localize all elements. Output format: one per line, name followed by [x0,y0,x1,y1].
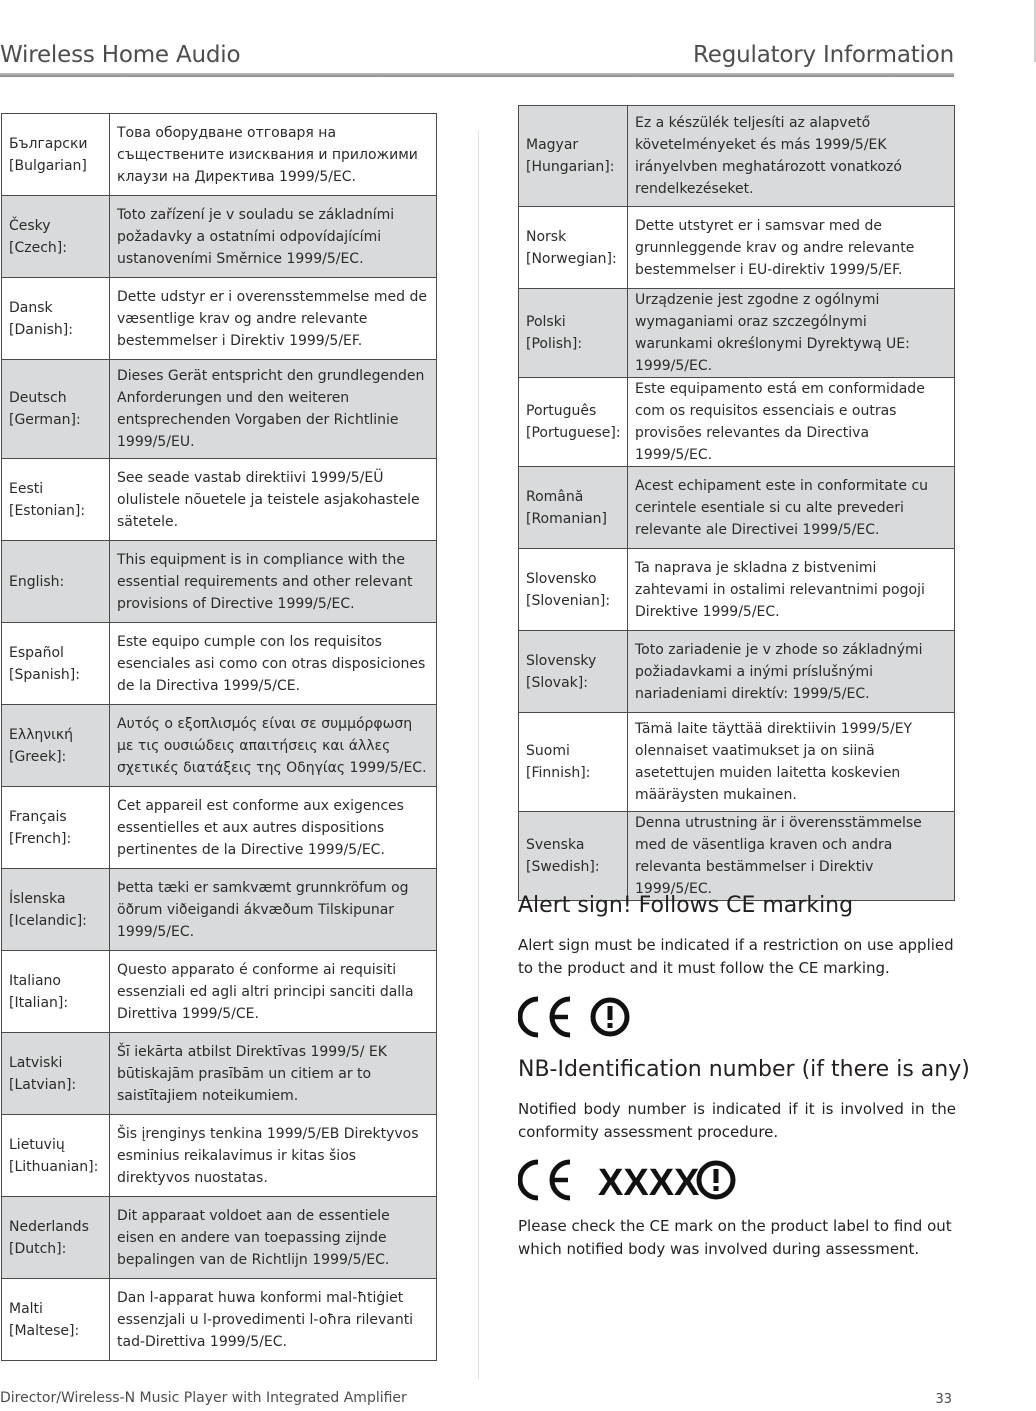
language-english-name: [Slovak]: [526,674,588,691]
language-english-name: [Estonian]: [9,502,86,519]
language-name: English: [9,573,65,590]
table-row [2,114,437,196]
language-name: Italiano [9,972,61,989]
nb-identification-body: Notified body number is indicated if it is involved in the conformity assessment procedure. [518,1100,956,1141]
language-cell [519,207,628,289]
header-title-left: Wireless Home Audio [0,42,241,68]
language-name: Eesti [9,480,44,497]
language-cell [2,1115,110,1197]
language-english-name: [Bulgarian] [9,157,87,174]
language-cell [2,114,110,196]
language-name: Suomi [526,743,570,759]
language-english-name: [Swedish]: [526,859,600,875]
language-name: Lietuvių [9,1136,65,1153]
table-row [2,278,437,360]
language-name: Slovensko [526,570,597,587]
language-name: Íslenska [9,890,66,907]
declaration-text: Þetta tæki er samkvæmt grunnkröfum og öðrum viðeigandi ákvæðum Tilskipunar 1999/5/EC. [110,869,437,951]
table-row [2,196,437,278]
language-english-name: [Polish]: [526,336,583,352]
table-row [2,787,437,869]
language-cell [2,1033,110,1115]
language-name: Français [9,808,67,825]
left-regulatory-table [1,113,437,1361]
table-row [2,1279,437,1361]
declaration-text: Dit apparaat voldoet aan de essentiele eisen en andere van toepassing zijnde bepalingen van de Richtlijn 1999/5/EC. [110,1197,437,1279]
language-english-name: [Slovenian]: [526,592,611,609]
left-table-body [2,114,437,1361]
declaration-text: Šī iekārta atbilst Direktīvas 1999/5/ EK būtiskajām prasībām un citiem ar to saistītajiem noteikumiem. [110,1033,437,1115]
column-divider [478,130,479,1380]
language-cell [2,196,110,278]
language-name: Svenska [526,837,585,853]
language-name: Latviski [9,1054,63,1071]
language-english-name: [Romanian] [526,510,608,527]
declaration-text: Este equipo cumple con los requisitos esenciales asi como con otras disposiciones de la Directiva 1999/5/CE. [110,623,437,705]
alert-sign-body: Alert sign must be indicated if a restriction on use applied to the product and it must follow the CE marking. [518,936,954,977]
language-cell [519,812,628,901]
declaration-text: Questo apparato é conforme ai requisiti essenziali ed agli altri principi sanciti dalla Direttiva 1999/5/CE. [110,951,437,1033]
language-cell [2,705,110,787]
language-name: Deutsch [9,390,67,406]
table-row [2,360,437,459]
language-english-name: [Italian]: [9,994,69,1011]
nb-number-text: XXXX [598,1162,700,1204]
language-cell [519,106,628,207]
ce-check-note: Please check the CE mark on the product label to find out which notified body was involved during assessment. [518,1217,952,1258]
language-name: Ελληνική [9,726,73,743]
declaration-text: Dieses Gerät entspricht den grundlegenden Anforderungen und den weiteren entsprechenden Vorgaben der Richtlinie 1999/5/EU. [110,360,437,459]
language-name: Română [526,488,584,505]
declaration-text: Urządzenie jest zgodne z ogólnymi wymaganiami oraz szczególnymi warunkami określonymi Dyrektywą UE: 1999/5/EC. [628,289,955,378]
page-number: 33 [935,1392,952,1407]
table-row [519,467,955,549]
language-english-name: [Finnish]: [526,765,591,781]
language-english-name: [Icelandic]: [9,912,87,929]
language-english-name: [Lithuanian]: [9,1158,99,1175]
declaration-text: Este equipamento está em conformidade com os requisitos essenciais e outras provisões relevantes da Directiva 1999/5/EC. [628,378,955,467]
declaration-text: Acest echipament este in conformitate cu cerintele esentiale si cu alte prevederi relevante ale Directivei 1999/5/EC. [628,467,955,549]
declaration-text: This equipment is in compliance with the essential requirements and other relevant provisions of Directive 1999/5/EC. [110,541,437,623]
language-cell [519,549,628,631]
language-cell [2,541,110,623]
header-title-right: Regulatory Information [693,42,954,68]
language-english-name: [Spanish]: [9,666,80,683]
language-cell [2,623,110,705]
language-cell [2,787,110,869]
declaration-text: Dan l-apparat huwa konformi mal-ħtiġiet essenzjali u l-provedimenti l-oħra rilevanti tad-Direttiva 1999/5/EC. [110,1279,437,1361]
language-cell [519,713,628,812]
declaration-text: Dette utstyret er i samsvar med de grunnleggende krav og andre relevante bestemmelser i EU-direktiv 1999/5/EF. [628,207,955,289]
nb-identification-title: NB-Identification number (if there is any) [518,1057,970,1082]
language-name: Dansk [9,299,53,316]
ce-alert-mark [518,995,638,1041]
language-english-name: [Czech]: [9,239,67,256]
language-cell [2,951,110,1033]
ce-nb-mark [518,1158,748,1204]
declaration-text: Cet appareil est conforme aux exigences essentielles et aux autres dispositions pertinentes de la Directive 1999/5/EC. [110,787,437,869]
language-name: Magyar [526,137,579,153]
table-row [2,623,437,705]
declaration-text: Ta naprava je skladna z bistvenimi zahtevami in ostalimi relevantnimi pogoji Direktive 1999/5/EC. [628,549,955,631]
table-row [2,1033,437,1115]
table-row [2,541,437,623]
right-table-body [519,106,955,901]
language-english-name: [German]: [9,412,81,428]
footer-product-name: Director/Wireless-N Music Player with Integrated Amplifier [0,1390,407,1406]
language-english-name: [Maltese]: [9,1322,80,1339]
header-rule [0,73,954,77]
declaration-text: Това оборудване отговаря на съществените изисквания и приложими клаузи на Директива 1999/5/EC. [110,114,437,196]
language-english-name: [Dutch]: [9,1240,67,1257]
language-cell [519,631,628,713]
language-english-name: [Greek]: [9,748,67,765]
language-cell [519,289,628,378]
language-cell [519,378,628,467]
ce-mark-icon [518,995,638,1041]
table-row [519,289,955,378]
language-name: Norsk [526,228,567,245]
declaration-text: Αυτός ο εξοπλισμός είναι σε συμμόρφωση με τις ουσιώδεις απαιτήσεις και άλλες σχετικές διατάξεις της Οδηγίας 1999/5/EC. [110,705,437,787]
declaration-text: Šis įrenginys tenkina 1999/5/EB Direktyvos esminius reikalavimus ir kitas šios direktyvos nuostatas. [110,1115,437,1197]
language-english-name: [Hungarian]: [526,159,615,175]
table-row [519,378,955,467]
table-row [2,1197,437,1279]
language-name: Polski [526,314,566,330]
declaration-text: Toto zariadenie je v zhode so základnými požiadavkami a inými príslušnými nariadeniami direktív: 1999/5/EC. [628,631,955,713]
language-cell [2,360,110,459]
language-cell [2,278,110,360]
table-row [2,1115,437,1197]
language-name: Español [9,644,64,661]
language-name: Malti [9,1300,43,1317]
declaration-text: Dette udstyr er i overensstemmelse med de væsentlige krav og andre relevante bestemmelser i Direktiv 1999/5/EF. [110,278,437,360]
language-name: Nederlands [9,1218,89,1235]
language-cell [2,459,110,541]
table-row [2,705,437,787]
alert-sign-title: Alert sign! Follows CE marking [518,893,854,918]
declaration-text: See seade vastab direktiivi 1999/5/EÜ olulistele nõuetele ja teistele asjakohastele sätetele. [110,459,437,541]
declaration-text: Toto zařízení je v souladu se základními požadavky a ostatními odpovídajícími ustanoveními Směrnice 1999/5/EC. [110,196,437,278]
table-row [2,951,437,1033]
table-row [519,631,955,713]
language-cell [2,1279,110,1361]
language-cell [519,467,628,549]
language-name: Slovensky [526,652,597,669]
table-row [519,106,955,207]
language-english-name: [Latvian]: [9,1076,77,1093]
declaration-text: Denna utrustning är i överensstämmelse med de väsentliga kraven och andra relevanta bestämmelser i Direktiv 1999/5/EC. [628,812,955,901]
language-english-name: [French]: [9,830,72,847]
declaration-text: Ez a készülék teljesíti az alapvető követelményeket és más 1999/5/EK irányelvben meghatározott vonatkozó rendelkezéseket. [628,106,955,207]
language-cell [2,869,110,951]
language-name: Česky [9,217,51,234]
declaration-text: Tämä laite täyttää direktiivin 1999/5/EY olennaiset vaatimukset ja on siinä asetettujen muiden laitetta koskevien määräysten mukainen. [628,713,955,812]
table-row [519,713,955,812]
language-name: Български [9,135,88,152]
table-row [2,459,437,541]
language-english-name: [Norwegian]: [526,250,617,267]
table-row [519,812,955,901]
language-cell [2,1197,110,1279]
right-regulatory-table [518,105,955,901]
language-english-name: [Danish]: [9,321,73,338]
table-row [519,207,955,289]
table-row [519,549,955,631]
ce-nb-mark-icon [518,1158,748,1204]
table-row [2,869,437,951]
language-name: Português [526,403,597,419]
language-english-name: [Portuguese]: [526,425,621,441]
